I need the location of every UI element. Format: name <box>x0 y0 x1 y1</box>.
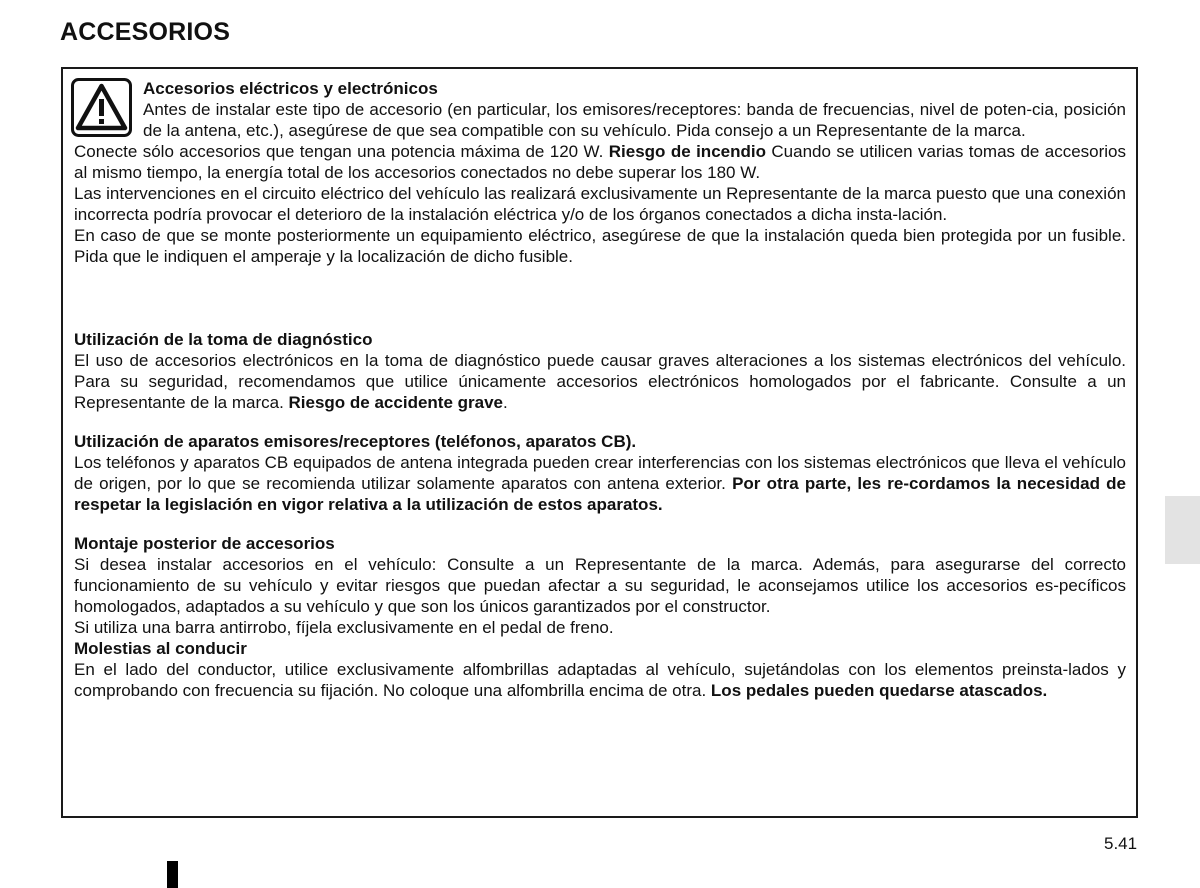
text: . <box>503 393 508 412</box>
text: Cuando se utilicen varias tomas de accesorios al mismo tiempo, la energía total de los accesorios conectados no debe superar los 180 W. <box>74 142 1127 182</box>
paragraph: Antes de instalar este tipo de accesorio (en particular, los emisores/receptores: banda de frecuencias, nivel de poten-cia, posición de la antena, etc.), asegúrese de que sea compatible con su vehículo. Pida consejo a un Representante de la marca. <box>143 100 1126 140</box>
accident-risk-warning: Riesgo de accidente grave <box>288 393 503 412</box>
section-diagnostic-socket <box>74 329 1126 413</box>
text: En el lado del conductor, utilice exclusivamente alfombrillas adaptadas al vehículo, sujetándolas con los elementos preinsta-lados y comprobando con frecuencia su fijación. No coloque una alfombrilla encima de otra. <box>74 660 1126 700</box>
paragraph: Si desea instalar accesorios en el vehículo: Consulte a un Representante de la marca. Además, para asegurarse del correcto funcionamiento de su vehículo y evitar riesgos que puedan afectar a su seguridad, le aconsejamos utilice los accesorios es-pecíficos homologados, adaptados a su vehículo y que son los únicos garantizados por el constructor. <box>74 555 1126 616</box>
paragraph <box>74 452 1126 515</box>
section-heading: Utilización de aparatos emisores/receptores (teléfonos, aparatos CB). <box>74 432 637 451</box>
paragraph: Las intervenciones en el circuito eléctrico del vehículo las realizará exclusivamente un Representante de la marca puesto que una conexión incorrecta podría provocar el deterioro de la instalación eléctrica y/o de los órganos conectados a dicha insta-lación. <box>74 184 1126 224</box>
paragraph <box>74 350 1126 413</box>
page-number: 5.41 <box>1104 834 1138 853</box>
section-electrical-accessories <box>74 78 1126 267</box>
section-accessory-mounting <box>74 533 1126 701</box>
paragraph: En caso de que se monte posteriormente un equipamiento eléctrico, asegúrese de que la instalación queda bien protegida por un fusible. Pida que le indiquen el amperaje y la localización de dicho fusible. <box>74 226 1126 266</box>
text: El uso de accesorios electrónicos en la toma de diagnóstico puede causar graves alteraciones a los sistemas electrónicos del vehículo. Para su seguridad, recomendamos que utilice únicamente accesorios electrónicos homologados por el fabricante. Consulte a un Representante de la marca. <box>74 351 1126 412</box>
legislation-warning: Por otra parte, les re-cordamos la necesidad de respetar la legislación en vigor relativa a la utilización de estos aparatos. <box>74 474 1127 514</box>
text: Los teléfonos y aparatos CB equipados de antena integrada pueden crear interferencias con los sistemas electrónicos que lleva el vehículo de origen, por lo que se recomienda utilizar solamente aparatos con antena exterior. <box>74 453 1126 493</box>
fire-risk-warning: Riesgo de incendio <box>608 142 766 161</box>
section-heading: Molestias al conducir <box>74 639 247 658</box>
section-heading: Montaje posterior de accesorios <box>74 534 335 553</box>
paragraph <box>74 141 1126 183</box>
page-title: ACCESORIOS <box>60 18 231 46</box>
section-tab-marker <box>1165 496 1200 564</box>
edge-marker <box>167 861 178 888</box>
paragraph <box>74 659 1126 701</box>
section-transmitters <box>74 431 1126 515</box>
paragraph: Si utiliza una barra antirrobo, fíjela exclusivamente en el pedal de freno. <box>74 618 614 637</box>
text: Conecte sólo accesorios que tengan una potencia máxima de 120 W. <box>74 142 609 161</box>
section-heading: Utilización de la toma de diagnóstico <box>74 330 373 349</box>
section-heading: Accesorios eléctricos y electrónicos <box>143 79 438 98</box>
pedal-jam-warning: Los pedales pueden quedarse atascados. <box>710 681 1048 700</box>
